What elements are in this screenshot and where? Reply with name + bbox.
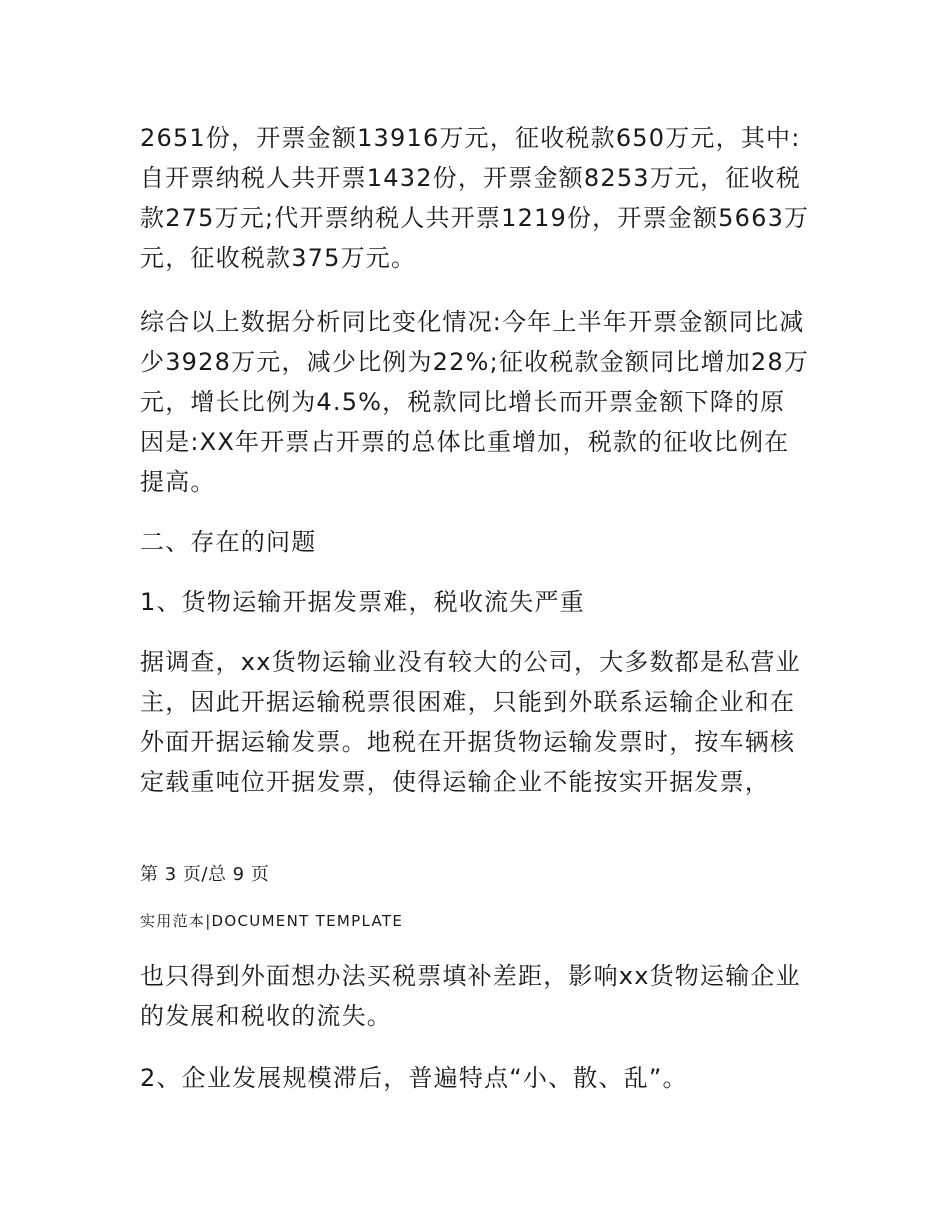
paragraph-yoy-analysis: 综合以上数据分析同比变化情况:今年上半年开票金额同比减少3928万元，减少比例为22%;征收税款金额同比增加28万元，增长比例为4.5%，税款同比增长而开票金额下降的原因是:XX年开票占开票的总体比重增加，税款的征收比例在提高。 [140, 308, 810, 496]
paragraph-invoice-stats: 2651份，开票金额13916万元，征收税款650万元，其中:自开票纳税人共开票1432份，开票金额8253万元，征收税款275万元;代开票纳税人共开票1219份，开票金额5663万元，征收税款375万元。 [140, 124, 810, 272]
page-number-footer: 第 3 页/总 9 页 [140, 864, 270, 885]
paragraph-survey: 据调查，xx货物运输业没有较大的公司，大多数都是私营业主，因此开据运输税票很困难，只能到外联系运输企业和在外面开据运输发票。地税在开据货物运输发票时，按车辆核定载重吨位开据发票，使得运输企业不能按实开据发票， [140, 648, 801, 796]
subheading-enterprise-scale: 2、企业发展规模滞后，普遍特点“小、散、乱”。 [140, 1064, 688, 1092]
subheading-transport-invoice: 1、货物运输开据发票难，税收流失严重 [140, 588, 585, 616]
paragraph-continuation: 也只得到外面想办法买税票填补差距，影响xx货物运输企业的发展和税收的流失。 [140, 962, 801, 1030]
template-header-label: 实用范本|DOCUMENT TEMPLATE [140, 912, 404, 930]
section-heading-problems: 二、存在的问题 [140, 528, 317, 556]
